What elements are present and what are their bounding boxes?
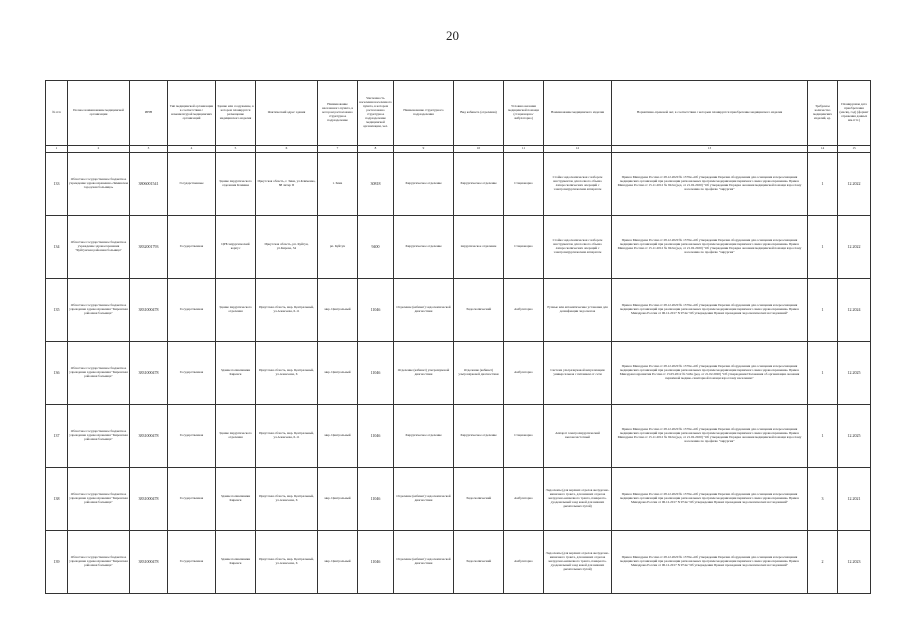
care-conditions-cell: Стационарно xyxy=(504,216,544,279)
column-number: 4 xyxy=(168,146,216,153)
quantity-cell: 1 xyxy=(808,405,838,468)
address-cell: Иркутская область, мкр. Центральный, ул.Алексеева, 6-11 xyxy=(256,279,318,342)
population-cell: 11046 xyxy=(358,468,394,531)
organization-name-cell: Областное государственное бюджетное учреждение здравоохранения "Куйтунская районная больница" xyxy=(68,216,130,279)
organization-name-cell: Областное государственное бюджетное учреждение здравоохранения "Киренская районная больница" xyxy=(68,279,130,342)
column-header: Условия оказания медицинской помощи (стационарно/амбулаторно) xyxy=(504,81,544,146)
address-cell: Иркутская область, рп. Куйтун, ул.Кирова, 34 xyxy=(256,216,318,279)
device-name-cell: Эндоскопы (для верхних отделов желудочно-кишечного тракта, для нижних отделов желудочно-кишечного тракта, панкреато-дуоденальный зонд какой для нижних дыхательных путей) xyxy=(544,468,612,531)
address-cell: Иркутская область, мкр. Центральный, ул.Алексеева, 6 xyxy=(256,531,318,594)
column-header: Вид кабинета (отделения) xyxy=(454,81,504,146)
purchase-date-cell: 12.2024 xyxy=(838,279,871,342)
column-header: Здание или сооружение, в котором планируется размещение медицинского изделия xyxy=(216,81,256,146)
cabinet-type-cell: Хирургическое отделение xyxy=(454,405,504,468)
care-conditions-cell: Амбулаторно xyxy=(504,468,544,531)
column-number: 8 xyxy=(358,146,394,153)
table-row xyxy=(46,405,871,468)
inn-cell: 3832001793 xyxy=(130,216,168,279)
table-row xyxy=(46,342,871,405)
inn-cell: 3831000478 xyxy=(130,531,168,594)
department-cell: Отделение (кабинет) ультразвуковой диагностики xyxy=(394,342,454,405)
table-row xyxy=(46,468,871,531)
purchase-date-cell: 12.2025 xyxy=(838,342,871,405)
column-header: Тип медицинской организации в соответствии с номенклатурой медицинских организаций xyxy=(168,81,216,146)
device-name-cell: Аппарат электрохирургический высокочастотный xyxy=(544,405,612,468)
population-cell: 11046 xyxy=(358,279,394,342)
quantity-cell: 3 xyxy=(808,468,838,531)
purchase-date-cell: 12.2025 xyxy=(838,405,871,468)
building-cell: Здание хирургического отделения Клиника xyxy=(216,153,256,216)
care-conditions-cell: Амбулаторно xyxy=(504,279,544,342)
building-cell: Здание хирургического отделения xyxy=(216,279,256,342)
medical-equipment-table xyxy=(45,80,871,594)
row-number-cell: 138 xyxy=(46,468,68,531)
column-header: Наименование медицинского изделия xyxy=(544,81,612,146)
address-cell: Иркутская область, г. Зима, ул.Клименко, 88 литер П xyxy=(256,153,318,216)
column-header: Нормативно-правовой акт, в соответствии с которым планируется приобретение медицинского изделия xyxy=(612,81,808,146)
column-number-row xyxy=(46,146,871,153)
legal-act-cell: Приказ Минздрава России от 28.12.2020 № 1379н «Об утверждении Перечня оборудования для оснащения и переоснащения медицинских организаций при реализации региональных программ модернизации первичного звена здравоохранения» Приказ Минздрава России от 06.12.2017 N 974н "Об утверждении Правил проведения эндоскопических исследований" xyxy=(612,531,808,594)
cabinet-type-cell: Эндоскопический xyxy=(454,468,504,531)
care-conditions-cell: Амбулаторно xyxy=(504,342,544,405)
column-number: 12 xyxy=(544,146,612,153)
legal-act-cell: Приказ Минздрава России от 28.12.2020 № 1379н «Об утверждении Перечня оборудования для оснащения и переоснащения медицинских организаций при реализации региональных программ модернизации первичного звена здравоохранения» Приказ Минздрава России от 15.11.2012 № 922н (ред. от 21.02.2020) "Об утверждении Порядка оказания медицинской помощи взрослому населению по профилю "хирургия" xyxy=(612,216,808,279)
device-name-cell: Система ультразвуковой визуализации универсальная с питанием от сети xyxy=(544,342,612,405)
column-number: 2 xyxy=(68,146,130,153)
population-cell: 11046 xyxy=(358,342,394,405)
column-header: Фактический адрес здания xyxy=(256,81,318,146)
column-number: 3 xyxy=(130,146,168,153)
column-header: Планируемая дата приобретения (месяц, год) (формат отражения данных мм.гггг.) xyxy=(838,81,871,146)
row-number-cell: 133 xyxy=(46,153,68,216)
population-cell: 9400 xyxy=(358,216,394,279)
building-cell: ЦРБ хирургический корпус xyxy=(216,216,256,279)
organization-name-cell: Областное государственное бюджетное учреждение здравоохранения "Киренская районная больница" xyxy=(68,405,130,468)
purchase-date-cell: 12.2022 xyxy=(838,153,871,216)
column-header: ИНН xyxy=(130,81,168,146)
care-conditions-cell: Амбулаторно xyxy=(504,531,544,594)
quantity-cell: 1 xyxy=(808,153,838,216)
building-cell: Здание хирургического отделения xyxy=(216,405,256,468)
organization-type-cell: Государственная xyxy=(168,405,216,468)
table-body xyxy=(46,153,871,594)
column-number: 10 xyxy=(454,146,504,153)
purchase-date-cell: 12.2023 xyxy=(838,531,871,594)
inn-cell: 3831000478 xyxy=(130,468,168,531)
department-cell: Отделение (кабинет) эндоскопической диагностики xyxy=(394,531,454,594)
locality-cell: мкр. Центральный xyxy=(318,468,358,531)
locality-cell: мкр. Центральный xyxy=(318,342,358,405)
table-row xyxy=(46,153,871,216)
department-cell: Хирургическое отделение xyxy=(394,216,454,279)
inn-cell: 3831000478 xyxy=(130,342,168,405)
locality-cell: мкр. Центральный xyxy=(318,531,358,594)
inn-cell: 3806001541 xyxy=(130,153,168,216)
legal-act-cell: Приказ Минздрава России от 28.12.2020 № 1379н «Об утверждении Перечня оборудования для оснащения и переоснащения медицинских организаций при реализации региональных программ модернизации первичного звена здравоохранения» Приказ Минздрава России от 15.11.2012 № 922н (ред. от 21.02.2020) "Об утверждении Порядка оказания медицинской помощи взрослому населению по профилю "хирургия" xyxy=(612,153,808,216)
cabinet-type-cell: Отделение (кабинет) ультразвуковой диагностики xyxy=(454,342,504,405)
cabinet-type-cell: Хирургическое отделение xyxy=(454,153,504,216)
building-cell: Здание поликлиники Киренск xyxy=(216,342,256,405)
organization-name-cell: Областное государственное бюджетное учреждение здравоохранения "Киренская районная больница" xyxy=(68,342,130,405)
locality-cell: мкр. Центральный xyxy=(318,405,358,468)
row-number-cell: 134 xyxy=(46,216,68,279)
address-cell: Иркутская область, мкр. Центральный, ул.Алексеева, 6 xyxy=(256,468,318,531)
quantity-cell: 1 xyxy=(808,342,838,405)
department-cell: Отделение (кабинет) эндоскопической диагностики xyxy=(394,468,454,531)
organization-name-cell: Областное государственное бюджетное учреждение здравоохранения «Зиминская городская больница» xyxy=(68,153,130,216)
legal-act-cell: Приказ Минздрава России от 28.12.2020 № 1379н «Об утверждении Перечня оборудования для оснащения и переоснащения медицинских организаций при реализации региональных программ модернизации первичного звена здравоохранения» Приказ Минздрава России от 06.12.2017 N 974н "Об утверждении Правил проведения эндоскопических исследований" xyxy=(612,279,808,342)
device-name-cell: Эндоскопы (для верхних отделов желудочно-кишечного тракта, для нижних отделов желудочно-кишечного тракта, панкреато-дуоденальный зонд какой для нижних дыхательных путей) xyxy=(544,531,612,594)
organization-name-cell: Областное государственное бюджетное учреждение здравоохранения "Киренская районная больница" xyxy=(68,531,130,594)
column-header: Численность населения населенного пункта, в котором расположено структурное подразделение медицинской организации, чел. xyxy=(358,81,394,146)
header-row xyxy=(46,81,871,146)
organization-type-cell: Государственные xyxy=(168,153,216,216)
column-number: 15 xyxy=(838,146,871,153)
page-number: 20 xyxy=(446,28,459,43)
organization-type-cell: Государственная xyxy=(168,216,216,279)
column-number: 7 xyxy=(318,146,358,153)
column-number: 11 xyxy=(504,146,544,153)
column-header: Наименование структурного подразделения xyxy=(394,81,454,146)
care-conditions-cell: Стационарно xyxy=(504,405,544,468)
row-number-cell: 135 xyxy=(46,279,68,342)
population-cell: 11046 xyxy=(358,531,394,594)
address-cell: Иркутская область, мкр. Центральный, ул.Алексеева, 6 xyxy=(256,342,318,405)
locality-cell: г. Зима xyxy=(318,153,358,216)
quantity-cell: 1 xyxy=(808,216,838,279)
row-number-cell: 136 xyxy=(46,342,68,405)
column-header: Полное наименование медицинской организации xyxy=(68,81,130,146)
column-number: 13 xyxy=(612,146,808,153)
address-cell: Иркутская область, мкр. Центральный, ул.Алексеева, 6-11 xyxy=(256,405,318,468)
organization-type-cell: Государственная xyxy=(168,279,216,342)
organization-type-cell: Государственная xyxy=(168,342,216,405)
department-cell: Хирургическое отделение xyxy=(394,153,454,216)
column-number: 9 xyxy=(394,146,454,153)
table-row xyxy=(46,531,871,594)
column-number: 6 xyxy=(256,146,318,153)
row-number-cell: 139 xyxy=(46,531,68,594)
quantity-cell: 1 xyxy=(808,279,838,342)
building-cell: Здание поликлиники Киренск xyxy=(216,531,256,594)
legal-act-cell: Приказ Минздрава России от 28.12.2020 № 1379н «Об утверждении Перечня оборудования для оснащения и переоснащения медицинских организаций при реализации региональных программ модернизации первичного звена здравоохранения» Приказ Минздрава России от 06.12.2017 N 974н "Об утверждении Правил проведения эндоскопических исследований" xyxy=(612,468,808,531)
column-header: Требуемое количество медицинских изделий, ед. xyxy=(808,81,838,146)
care-conditions-cell: Стационарно xyxy=(504,153,544,216)
department-cell: Хирургическое отделение xyxy=(394,405,454,468)
organization-type-cell: Государственная xyxy=(168,531,216,594)
cabinet-type-cell: Эндоскопический xyxy=(454,531,504,594)
locality-cell: рп. Куйтун xyxy=(318,216,358,279)
table-row xyxy=(46,216,871,279)
locality-cell: мкр. Центральный xyxy=(318,279,358,342)
column-header: Наименование населенного пункта, в котором расположено структурное подразделение xyxy=(318,81,358,146)
building-cell: Здание поликлиники Киренск xyxy=(216,468,256,531)
table-row xyxy=(46,279,871,342)
population-cell: 11046 xyxy=(358,405,394,468)
population-cell: 30818 xyxy=(358,153,394,216)
cabinet-type-cell: Эндоскопический xyxy=(454,279,504,342)
device-name-cell: Стойка эндоскопическая с набором инструментов для полного объема лапароскопических операций с электрохирургическим аппаратом xyxy=(544,153,612,216)
purchase-date-cell: 12.2021 xyxy=(838,468,871,531)
column-number: 14 xyxy=(808,146,838,153)
column-header: № п/п xyxy=(46,81,68,146)
device-name-cell: Ручные или автоматические установки для дезинфекции эндоскопов xyxy=(544,279,612,342)
quantity-cell: 2 xyxy=(808,531,838,594)
device-name-cell: Стойка эндоскопическая с набором инструментов для полного объема лапароскопических операций с электрохирургическим аппаратом xyxy=(544,216,612,279)
cabinet-type-cell: хирургическое отделение xyxy=(454,216,504,279)
legal-act-cell: Приказ Минздрава России от 28.12.2020 № 1379н «Об утверждении Перечня оборудования для оснащения и переоснащения медицинских организаций при реализации региональных программ модернизации первичного звена здравоохранения» Приказ Минздравсоцразвития России от 15.05.2012 № 543н (ред. от 21.02.2020) "Об утверждении Положения об организации оказания первичной медико-санитарной помощи взрослому населению" xyxy=(612,342,808,405)
column-number: 1 xyxy=(46,146,68,153)
department-cell: Отделение (кабинет) эндоскопической диагностики xyxy=(394,279,454,342)
organization-type-cell: Государственная xyxy=(168,468,216,531)
row-number-cell: 137 xyxy=(46,405,68,468)
legal-act-cell: Приказ Минздрава России от 28.12.2020 № 1379н «Об утверждении Перечня оборудования для оснащения и переоснащения медицинских организаций при реализации региональных программ модернизации первичного звена здравоохранения» Приказ Минздрава России от 15.11.2012 № 922н (ред. от 21.02.2020) "Об утверждении Порядка оказания медицинской помощи взрослому населению по профилю "хирургия" xyxy=(612,405,808,468)
inn-cell: 3831000478 xyxy=(130,405,168,468)
organization-name-cell: Областное государственное бюджетное учреждение здравоохранения "Киренская районная больница" xyxy=(68,468,130,531)
inn-cell: 3831000478 xyxy=(130,279,168,342)
column-number: 5 xyxy=(216,146,256,153)
purchase-date-cell: 12.2022 xyxy=(838,216,871,279)
